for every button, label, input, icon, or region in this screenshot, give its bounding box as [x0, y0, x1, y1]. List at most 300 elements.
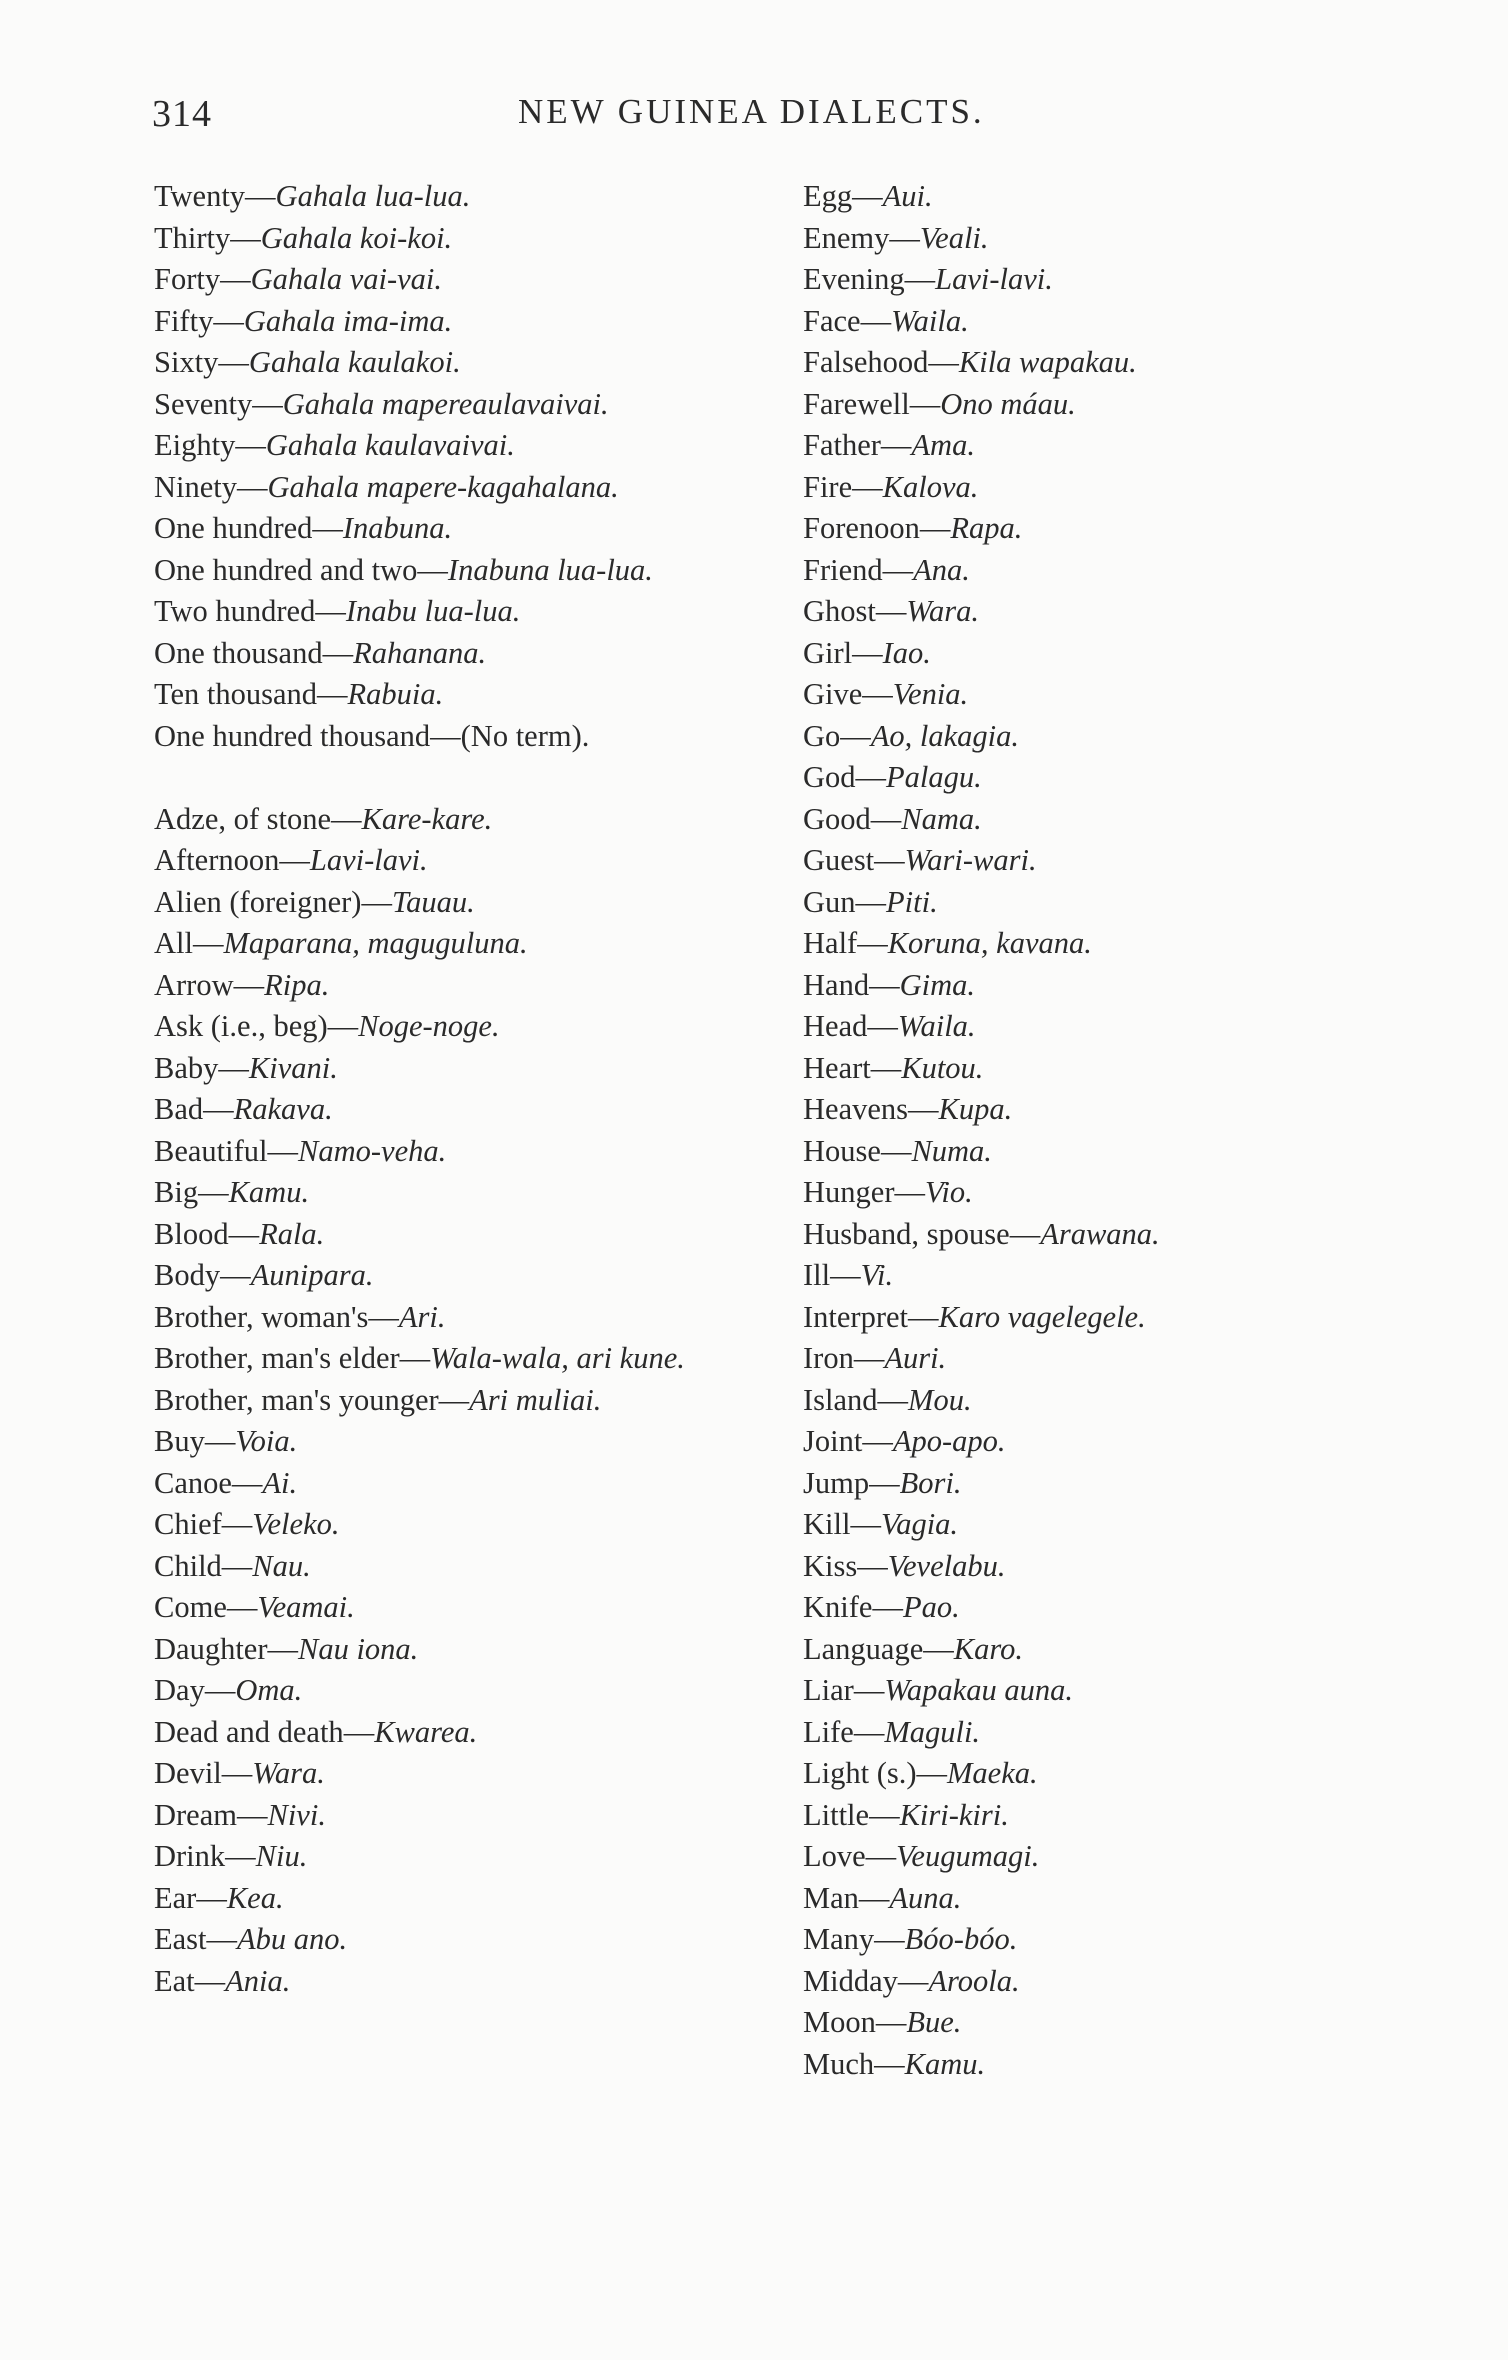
entry-translation: Kare-kare. [361, 801, 493, 836]
em-dash: — [852, 469, 883, 504]
entry-translation: Pao. [902, 1590, 960, 1624]
entry-term: Farewell [803, 386, 910, 421]
dictionary-entry [154, 1214, 754, 1256]
entry-term: Iron [803, 1341, 854, 1375]
entry-translation: Ama. [911, 428, 975, 462]
entry-translation: Auri. [884, 1341, 947, 1375]
em-dash: — [221, 1756, 253, 1790]
entry-translation: Gahala lua-lua. [275, 179, 471, 213]
em-dash: — [220, 1258, 251, 1292]
entry-term: Light (s.) [803, 1756, 917, 1790]
entry-translation: Kea. [226, 1880, 284, 1915]
entry-translation: (No term). [460, 718, 590, 753]
entry-translation: Wara. [252, 1756, 325, 1790]
entry-translation: Voia. [235, 1424, 298, 1458]
entry-translation: Maeka. [947, 1756, 1038, 1790]
entry-translation: Inabuna. [342, 511, 453, 545]
dictionary-entry [154, 1048, 754, 1090]
em-dash: — [865, 1839, 897, 1873]
entry-translation: Veali. [919, 220, 989, 255]
entry-term: Evening [803, 262, 905, 296]
em-dash: — [889, 220, 920, 255]
entry-term: Life [803, 1714, 854, 1749]
entry-term: Daughter [154, 1631, 268, 1666]
running-title: NEW GUINEA DIALECTS. [518, 92, 985, 131]
dictionary-entry [803, 1629, 1443, 1671]
entry-term: Baby [154, 1050, 219, 1085]
entry-term: Give [803, 677, 863, 711]
dictionary-entry [154, 508, 754, 550]
em-dash: — [894, 1175, 925, 1209]
em-dash: — [882, 552, 914, 587]
entry-term: Brother, woman's [154, 1299, 369, 1334]
entry-term: Joint [803, 1424, 863, 1458]
entry-translation: Veamai. [257, 1590, 355, 1624]
entry-translation: Wapakau auna. [884, 1673, 1073, 1707]
entry-term: Dead and death [154, 1714, 344, 1749]
entry-translation: Nau iona. [297, 1631, 419, 1666]
entry-translation: Ari. [398, 1299, 446, 1334]
entry-term: Canoe [154, 1465, 232, 1500]
em-dash: — [315, 594, 346, 628]
em-dash: — [221, 1507, 253, 1541]
entry-translation: Kupa. [938, 1092, 1013, 1126]
dictionary-entry [803, 1463, 1443, 1505]
entry-translation: Mou. [908, 1382, 972, 1417]
entry-term: Day [154, 1673, 205, 1707]
entry-term: Beautiful [154, 1133, 268, 1168]
dictionary-entry [803, 467, 1443, 509]
dictionary-entry [803, 674, 1443, 716]
dictionary-entry [154, 840, 754, 882]
dictionary-entry [154, 633, 754, 675]
em-dash: — [923, 1631, 954, 1666]
entry-translation: Vagia. [880, 1507, 959, 1541]
em-dash: — [897, 1963, 929, 1998]
dictionary-entry [154, 1297, 754, 1339]
em-dash: — [312, 511, 343, 545]
em-dash: — [226, 1590, 258, 1624]
em-dash: — [916, 1756, 948, 1790]
dictionary-entry [154, 1255, 754, 1297]
em-dash: — [874, 2046, 905, 2081]
right-column [803, 176, 1443, 2085]
em-dash: — [218, 345, 249, 379]
dictionary-entry [803, 1878, 1443, 1920]
dictionary-entry [154, 1836, 754, 1878]
entry-term: Seventy [154, 386, 253, 421]
em-dash: — [855, 884, 887, 919]
em-dash: — [252, 386, 283, 421]
dictionary-entry [803, 591, 1443, 633]
entry-term: Face [803, 303, 861, 338]
em-dash: — [874, 1922, 905, 1956]
em-dash: — [438, 1382, 470, 1417]
entry-term: Friend [803, 552, 883, 587]
em-dash: — [267, 1631, 298, 1666]
entry-term: Buy [154, 1424, 205, 1458]
entry-term: Sixty [154, 345, 219, 379]
entry-translation: Wala-wala, ari kune. [430, 1341, 685, 1375]
em-dash: — [870, 801, 902, 836]
entry-translation: Gahala koi-koi. [260, 220, 453, 255]
entry-term: Thirty [154, 220, 231, 255]
em-dash: — [909, 386, 941, 421]
em-dash: — [343, 1714, 375, 1749]
dictionary-entry [154, 591, 754, 633]
dictionary-entry [154, 1089, 754, 1131]
dictionary-entry [803, 1795, 1443, 1837]
em-dash: — [852, 635, 883, 670]
dictionary-entry [803, 716, 1443, 758]
entry-term: Ghost [803, 594, 876, 628]
entry-translation: Wari-wari. [904, 843, 1037, 877]
em-dash: — [858, 1880, 890, 1915]
entry-term: Knife [803, 1590, 873, 1624]
entry-translation: Vi. [860, 1258, 894, 1292]
em-dash: — [361, 884, 392, 919]
dictionary-entry [803, 2002, 1443, 2044]
em-dash: — [218, 1050, 249, 1085]
entry-term: Ninety [154, 469, 238, 504]
entry-translation: Venia. [892, 677, 969, 711]
entry-translation: Numa. [911, 1133, 992, 1168]
entry-translation: Waila. [891, 303, 969, 338]
entry-translation: Gahala vai-vai. [250, 262, 443, 296]
dictionary-entry [803, 1546, 1443, 1588]
dictionary-entry [154, 1380, 754, 1422]
entry-term: Arrow [154, 967, 234, 1002]
dictionary-entry [154, 384, 754, 426]
entry-translation: Ai. [262, 1465, 298, 1500]
em-dash: — [399, 1341, 431, 1375]
em-dash: — [204, 1424, 236, 1458]
dictionary-entry [154, 1753, 754, 1795]
entry-translation: Gima. [899, 967, 975, 1002]
entry-translation: Niu. [255, 1839, 308, 1873]
entry-term: Ten thousand [154, 677, 318, 711]
entry-term: Twenty [154, 179, 246, 213]
entry-term: House [803, 1133, 881, 1168]
entry-term: Come [154, 1590, 227, 1624]
entry-translation: Inabuna lua-lua. [447, 552, 653, 587]
dictionary-entry [803, 1670, 1443, 1712]
dictionary-entry [803, 1421, 1443, 1463]
entry-term: Adze, of stone [154, 801, 332, 836]
dictionary-entry [154, 1504, 754, 1546]
entry-term: Blood [154, 1216, 229, 1251]
entry-term: Forty [154, 262, 221, 296]
em-dash: — [225, 1839, 256, 1873]
entry-translation: Rabuia. [347, 677, 444, 711]
dictionary-entry [803, 1836, 1443, 1878]
entry-translation: Ari muliai. [469, 1382, 602, 1417]
dictionary-entry [154, 1006, 754, 1048]
entry-translation: Inabu lua-lua. [345, 594, 521, 628]
entry-translation: Kiri-kiri. [899, 1797, 1009, 1832]
dictionary-entry [803, 965, 1443, 1007]
entry-term: Half [803, 926, 858, 960]
em-dash: — [221, 1548, 253, 1583]
entry-term: Head [803, 1009, 868, 1043]
em-dash: — [235, 428, 266, 462]
entry-translation: Nau. [252, 1548, 311, 1583]
entry-translation: Gahala ima-ima. [243, 303, 453, 338]
entry-term: Moon [803, 2005, 876, 2039]
em-dash: — [203, 1092, 234, 1126]
entry-translation: Rapa. [950, 511, 1023, 545]
dictionary-entry [803, 176, 1443, 218]
dictionary-entry [803, 882, 1443, 924]
em-dash: — [877, 1382, 909, 1417]
entry-translation: Kamu. [904, 2046, 986, 2081]
em-dash: — [192, 926, 224, 960]
entry-term: Drink [154, 1839, 226, 1873]
dictionary-entry [154, 1546, 754, 1588]
entry-term: Dream [154, 1797, 237, 1832]
em-dash: — [206, 1922, 238, 1956]
dictionary-entry [154, 1131, 754, 1173]
dictionary-entry [154, 1463, 754, 1505]
dictionary-entry [803, 342, 1443, 384]
dictionary-entry [803, 1919, 1443, 1961]
em-dash: — [852, 179, 883, 213]
entry-translation: Namo-veha. [298, 1133, 447, 1168]
entry-translation: Aunipara. [250, 1258, 374, 1292]
entry-term: Eighty [154, 428, 236, 462]
dictionary-entry [154, 716, 754, 758]
entry-translation: Oma. [235, 1673, 303, 1707]
entry-term: Big [154, 1175, 199, 1209]
em-dash: — [237, 469, 268, 504]
dictionary-entry [154, 1795, 754, 1837]
entry-term: Girl [803, 635, 853, 670]
em-dash: — [317, 677, 348, 711]
em-dash: — [850, 1507, 881, 1541]
entry-term: Little [803, 1797, 870, 1832]
entry-term: Fire [803, 469, 853, 504]
entry-term: East [154, 1922, 207, 1956]
entry-term: Hunger [803, 1175, 895, 1209]
em-dash: — [908, 1299, 939, 1334]
dictionary-entry [803, 1172, 1443, 1214]
em-dash: — [857, 1548, 888, 1583]
dictionary-entry [154, 1878, 754, 1920]
dictionary-entry [154, 1629, 754, 1671]
left-column [154, 176, 754, 2002]
em-dash: — [267, 1133, 298, 1168]
entry-term: All [154, 926, 193, 960]
dictionary-entry [154, 176, 754, 218]
entry-translation: Ripa. [264, 967, 330, 1002]
em-dash: — [194, 1963, 226, 1998]
entry-translation: Kivani. [248, 1050, 338, 1085]
em-dash: — [869, 1465, 900, 1500]
em-dash: — [875, 594, 907, 628]
entry-term: God [803, 760, 856, 794]
em-dash: — [862, 1424, 893, 1458]
em-dash: — [213, 303, 244, 338]
entry-translation: Ao, lakagia. [870, 718, 1020, 753]
dictionary-entry [803, 1961, 1443, 2003]
entry-term: Afternoon [154, 843, 280, 877]
dictionary-entry [803, 1297, 1443, 1339]
entry-translation: Arawana. [1040, 1216, 1160, 1251]
entry-term: Jump [803, 1465, 870, 1500]
entry-translation: Wara. [906, 594, 979, 628]
em-dash: — [231, 1465, 263, 1500]
entry-term: Husband, spouse [803, 1216, 1010, 1251]
entry-term: Brother, man's elder [154, 1341, 400, 1375]
em-dash: — [860, 303, 892, 338]
dictionary-entry [154, 259, 754, 301]
em-dash: — [853, 1714, 885, 1749]
entry-term: Body [154, 1258, 221, 1292]
entry-term: Child [154, 1548, 222, 1583]
entry-translation: Ono máau. [940, 386, 1076, 421]
em-dash: — [220, 262, 251, 296]
em-dash: — [322, 635, 354, 670]
entry-term: Fifty [154, 303, 214, 338]
entry-term: One hundred [154, 511, 313, 545]
entry-term: Gun [803, 884, 856, 919]
em-dash: — [904, 262, 936, 296]
entry-term: Heavens [803, 1092, 909, 1126]
dictionary-entry [803, 840, 1443, 882]
section-gap [154, 757, 754, 799]
vocabulary-list-left [154, 799, 754, 2003]
dictionary-entry [154, 1587, 754, 1629]
dictionary-entry [154, 342, 754, 384]
em-dash: — [245, 179, 276, 213]
dictionary-entry [154, 218, 754, 260]
dictionary-entry [154, 550, 754, 592]
entry-term: Language [803, 1631, 924, 1666]
entry-translation: Karo vagelegele. [938, 1299, 1146, 1334]
em-dash: — [327, 1009, 359, 1043]
entry-translation: Maguli. [884, 1714, 981, 1749]
dictionary-entry [803, 1048, 1443, 1090]
entry-translation: Tauau. [391, 884, 475, 919]
em-dash: — [368, 1299, 399, 1334]
em-dash: — [840, 718, 871, 753]
entry-term: Father [803, 428, 881, 462]
dictionary-entry [803, 1587, 1443, 1629]
dictionary-entry [154, 1172, 754, 1214]
entry-translation: Gahala mapereaulavaivai. [282, 386, 609, 421]
dictionary-entry [803, 1753, 1443, 1795]
dictionary-entry [154, 1421, 754, 1463]
dictionary-entry [154, 965, 754, 1007]
dictionary-entry [803, 425, 1443, 467]
dictionary-entry [803, 1214, 1443, 1256]
dictionary-entry [154, 467, 754, 509]
dictionary-entry [154, 1338, 754, 1380]
dictionary-entry [803, 1504, 1443, 1546]
page-number: 314 [152, 93, 212, 135]
entry-term: Brother, man's younger [154, 1382, 439, 1417]
entry-translation: Abu ano. [237, 1922, 348, 1956]
entry-translation: Lavi-lavi. [935, 262, 1053, 296]
entry-term: Chief [154, 1507, 222, 1541]
em-dash: — [880, 428, 912, 462]
em-dash: — [236, 1797, 268, 1832]
dictionary-entry [803, 384, 1443, 426]
dictionary-entry [803, 1338, 1443, 1380]
entry-translation: Karo. [953, 1631, 1023, 1666]
entry-translation: Veugumagi. [896, 1839, 1040, 1873]
entry-term: Love [803, 1839, 866, 1873]
entry-term: Kill [803, 1507, 851, 1541]
entry-term: Go [803, 718, 841, 753]
entry-translation: Noge-noge. [358, 1009, 500, 1043]
numbers-list [154, 176, 754, 757]
dictionary-entry [154, 923, 754, 965]
entry-translation: Palagu. [886, 760, 982, 794]
entry-translation: Rakava. [233, 1092, 333, 1126]
entry-translation: Kamu. [228, 1175, 310, 1209]
entry-term: Interpret [803, 1299, 908, 1334]
entry-translation: Gahala mapere-kagahalana. [267, 469, 619, 504]
entry-translation: Rahanana. [353, 635, 487, 670]
entry-translation: Bue. [906, 2005, 962, 2039]
dictionary-entry [803, 301, 1443, 343]
em-dash: — [230, 220, 261, 255]
em-dash: — [853, 1341, 885, 1375]
vocabulary-list-right [803, 176, 1443, 2085]
dictionary-entry [154, 1670, 754, 1712]
dictionary-entry [803, 218, 1443, 260]
em-dash: — [331, 801, 362, 836]
dictionary-entry [803, 1006, 1443, 1048]
entry-term: Hand [803, 967, 870, 1002]
entry-term: Heart [803, 1050, 871, 1085]
entry-term: Ear [154, 1880, 197, 1915]
dictionary-entry [803, 799, 1443, 841]
entry-translation: Maparana, maguguluna. [223, 926, 528, 960]
em-dash: — [928, 345, 959, 379]
entry-term: Devil [154, 1756, 222, 1790]
entry-translation: Gahala kaulakoi. [248, 345, 461, 379]
dictionary-entry [154, 425, 754, 467]
em-dash: — [430, 718, 461, 753]
em-dash: — [872, 1590, 903, 1624]
entry-translation: Ana. [913, 552, 970, 587]
entry-translation: Aroola. [928, 1963, 1020, 1998]
entry-translation: Ania. [225, 1963, 291, 1998]
dictionary-entry [803, 550, 1443, 592]
entry-translation: Aui. [882, 179, 933, 213]
entry-translation: Koruna, kavana. [887, 926, 1092, 960]
em-dash: — [228, 1216, 260, 1251]
entry-term: Ill [803, 1258, 831, 1292]
dictionary-entry [803, 923, 1443, 965]
entry-term: Falsehood [803, 345, 929, 379]
entry-term: Egg [803, 179, 853, 213]
entry-term: Enemy [803, 220, 890, 255]
entry-translation: Bori. [899, 1465, 962, 1500]
entry-term: Bad [154, 1092, 204, 1126]
dictionary-entry [803, 757, 1443, 799]
dictionary-entry [803, 1089, 1443, 1131]
dictionary-entry [154, 1961, 754, 2003]
em-dash: — [198, 1175, 229, 1209]
em-dash: — [417, 552, 448, 587]
dictionary-entry [154, 301, 754, 343]
em-dash: — [874, 843, 905, 877]
dictionary-entry [154, 882, 754, 924]
entry-translation: Vevelabu. [887, 1548, 1006, 1583]
